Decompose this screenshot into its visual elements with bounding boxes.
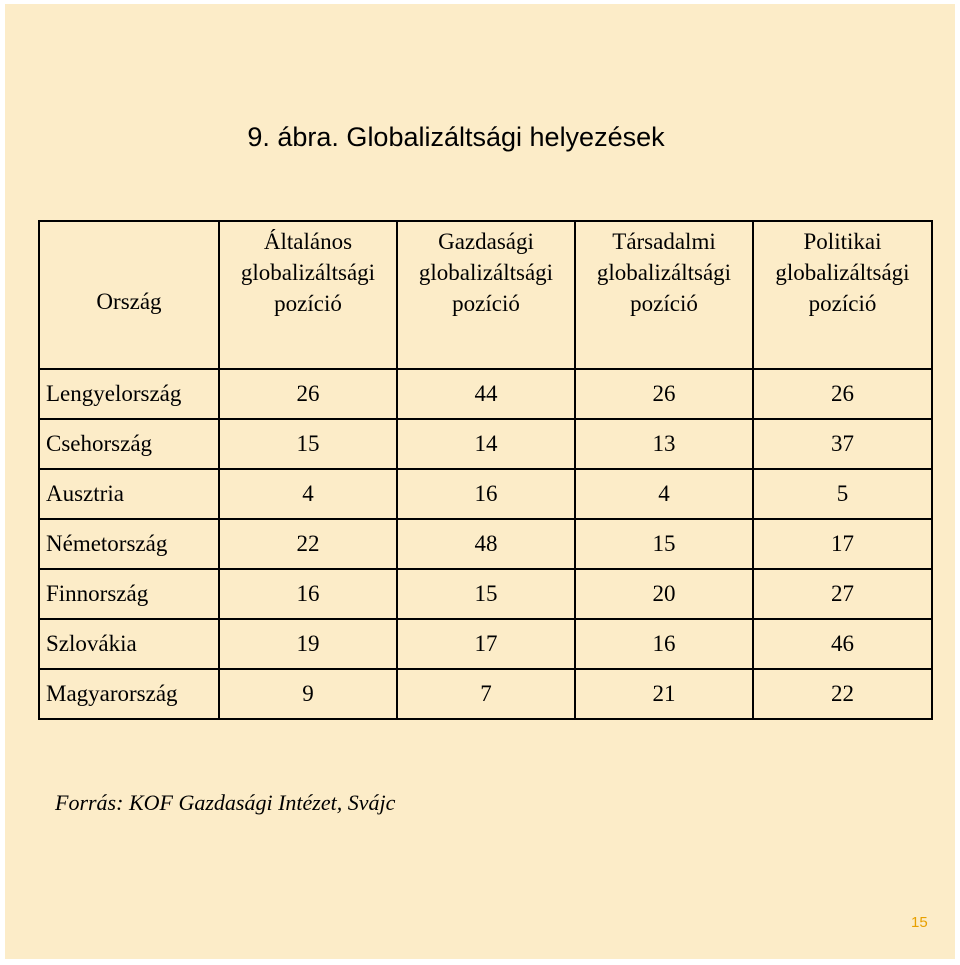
- column-header-political: [753, 221, 932, 369]
- country-cell: Magyarország: [39, 669, 219, 719]
- economic-rank-cell: 16: [397, 469, 575, 519]
- slide: [5, 4, 955, 959]
- header-line: globalizáltsági: [775, 260, 910, 285]
- column-header-social: [575, 221, 753, 369]
- table-row: [39, 419, 932, 469]
- header-line: pozíció: [452, 291, 520, 316]
- header-line: Társadalmi: [612, 229, 716, 254]
- rankings-table: [38, 220, 933, 720]
- general-rank-cell: 9: [219, 669, 397, 719]
- header-line: globalizáltsági: [596, 260, 732, 285]
- political-rank-cell: 5: [753, 469, 932, 519]
- political-rank-cell: 27: [753, 569, 932, 619]
- column-header-economic: [397, 221, 575, 369]
- table-row: [39, 619, 932, 669]
- general-rank-cell: 22: [219, 519, 397, 569]
- header-line: pozíció: [808, 291, 877, 316]
- social-rank-cell: 21: [575, 669, 753, 719]
- source-note: Forrás: KOF Gazdasági Intézet, Svájc: [55, 790, 396, 815]
- general-rank-cell: 16: [219, 569, 397, 619]
- table-header-row: [39, 221, 932, 369]
- political-rank-cell: 22: [753, 669, 932, 719]
- column-header-country: Ország: [39, 221, 219, 369]
- political-rank-cell: 37: [753, 419, 932, 469]
- figure-title: 9. ábra. Globalizáltsági helyezések: [247, 122, 665, 152]
- header-line: globalizáltsági: [418, 260, 554, 285]
- column-header-general: [219, 221, 397, 369]
- economic-rank-cell: 15: [397, 569, 575, 619]
- country-cell: Csehország: [39, 419, 219, 469]
- header-line: pozíció: [630, 291, 698, 316]
- political-rank-cell: 46: [753, 619, 932, 669]
- header-line: Politikai: [803, 229, 882, 254]
- header-line: Általános: [263, 229, 353, 254]
- social-rank-cell: 26: [575, 369, 753, 419]
- economic-rank-cell: 44: [397, 369, 575, 419]
- general-rank-cell: 19: [219, 619, 397, 669]
- social-rank-cell: 4: [575, 469, 753, 519]
- general-rank-cell: 4: [219, 469, 397, 519]
- social-rank-cell: 13: [575, 419, 753, 469]
- page-number: 15: [911, 914, 928, 931]
- header-line: pozíció: [274, 291, 342, 316]
- economic-rank-cell: 7: [397, 669, 575, 719]
- table-row: [39, 469, 932, 519]
- political-rank-cell: 17: [753, 519, 932, 569]
- country-cell: Szlovákia: [39, 619, 219, 669]
- country-cell: Finnország: [39, 569, 219, 619]
- header-line: globalizáltsági: [240, 260, 376, 285]
- country-cell: Ausztria: [39, 469, 219, 519]
- table-row: [39, 519, 932, 569]
- social-rank-cell: 15: [575, 519, 753, 569]
- table-row: [39, 569, 932, 619]
- social-rank-cell: 20: [575, 569, 753, 619]
- political-rank-cell: 26: [753, 369, 932, 419]
- header-line: Gazdasági: [438, 229, 534, 254]
- country-cell: Németország: [39, 519, 219, 569]
- general-rank-cell: 15: [219, 419, 397, 469]
- economic-rank-cell: 48: [397, 519, 575, 569]
- table-row: [39, 369, 932, 419]
- economic-rank-cell: 17: [397, 619, 575, 669]
- social-rank-cell: 16: [575, 619, 753, 669]
- economic-rank-cell: 14: [397, 419, 575, 469]
- country-cell: Lengyelország: [39, 369, 219, 419]
- general-rank-cell: 26: [219, 369, 397, 419]
- table-row: [39, 669, 932, 719]
